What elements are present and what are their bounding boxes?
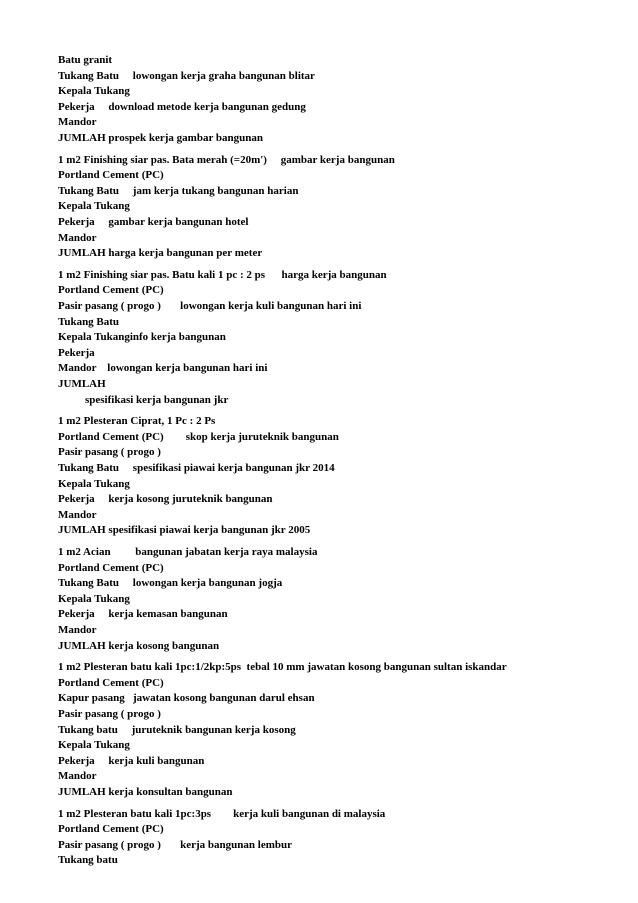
section-heading: 1 m2 Plesteran batu kali 1pc:3ps kerja kuli bangunan di malaysia xyxy=(58,808,386,820)
text-line: Tukang batu juruteknik bangunan kerja kosong xyxy=(58,724,296,736)
text-line: Portland Cement (PC) xyxy=(58,562,164,574)
text-line: Kapur pasang jawatan kosong bangunan darul ehsan xyxy=(58,692,315,704)
text-line: Kepala Tukang xyxy=(58,593,130,605)
text-line: Pasir pasang ( progo ) xyxy=(58,446,161,458)
text-line: JUMLAH harga kerja bangunan per meter xyxy=(58,247,263,259)
text-line: Portland Cement (PC) xyxy=(58,169,164,181)
text-line: Mandor xyxy=(58,116,97,128)
section-heading: 1 m2 Finishing siar pas. Batu kali 1 pc : 2 ps harga kerja bangunan xyxy=(58,269,387,281)
text-line: Pekerja kerja kuli bangunan xyxy=(58,755,205,767)
text-line: Mandor xyxy=(58,770,97,782)
text-line: Mandor lowongan kerja bangunan hari ini xyxy=(58,362,268,374)
section-heading: 1 m2 Plesteran batu kali 1pc:1/2kp:5ps tebal 10 mm jawatan kosong bangunan sultan iskandar xyxy=(58,661,507,673)
text-line: Pasir pasang ( progo ) xyxy=(58,708,161,720)
text-line: Tukang Batu jam kerja tukang bangunan harian xyxy=(58,185,299,197)
text-line: Portland Cement (PC) skop kerja juruteknik bangunan xyxy=(58,431,339,443)
text-line: Kepala Tukang xyxy=(58,739,130,751)
text-line: Batu granit xyxy=(58,54,113,66)
text-line: Kepala Tukang xyxy=(58,478,130,490)
text-line: Kepala Tukang xyxy=(58,200,130,212)
text-line: Portland Cement (PC) xyxy=(58,677,164,689)
text-line: JUMLAH kerja kosong bangunan xyxy=(58,640,220,652)
text-line: JUMLAH xyxy=(58,378,106,390)
text-line: Kepala Tukanginfo kerja bangunan xyxy=(58,331,226,343)
text-line: Mandor xyxy=(58,624,97,636)
text-line: Kepala Tukang xyxy=(58,85,130,97)
text-line: Pekerja kerja kosong juruteknik bangunan xyxy=(58,493,273,505)
text-line: Pasir pasang ( progo ) lowongan kerja kuli bangunan hari ini xyxy=(58,300,362,312)
text-line: Portland Cement (PC) xyxy=(58,823,164,835)
text-line: Mandor xyxy=(58,509,97,521)
text-line: spesifikasi kerja bangunan jkr xyxy=(85,394,229,406)
text-line: Portland Cement (PC) xyxy=(58,284,164,296)
section-heading: 1 m2 Acian bangunan jabatan kerja raya malaysia xyxy=(58,546,318,558)
text-line: Pekerja xyxy=(58,347,95,359)
text-line: Tukang Batu lowongan kerja bangunan jogja xyxy=(58,577,283,589)
section-heading: 1 m2 Plesteran Ciprat, 1 Pc : 2 Ps xyxy=(58,415,216,427)
text-line: Mandor xyxy=(58,232,97,244)
text-line: Pekerja download metode kerja bangunan gedung xyxy=(58,101,306,113)
text-line: JUMLAH prospek kerja gambar bangunan xyxy=(58,132,263,144)
text-line: JUMLAH spesifikasi piawai kerja bangunan jkr 2005 xyxy=(58,524,311,536)
text-line: Tukang Batu xyxy=(58,316,120,328)
text-line: Pasir pasang ( progo ) kerja bangunan lembur xyxy=(58,839,292,851)
text-line: JUMLAH kerja konsultan bangunan xyxy=(58,786,233,798)
text-line: Tukang Batu lowongan kerja graha bangunan blitar xyxy=(58,70,315,82)
text-line: Pekerja gambar kerja bangunan hotel xyxy=(58,216,249,228)
text-line: Tukang Batu spesifikasi piawai kerja bangunan jkr 2014 xyxy=(58,462,335,474)
text-line: Pekerja kerja kemasan bangunan xyxy=(58,608,228,620)
text-line: Tukang batu xyxy=(58,854,118,866)
section-heading: 1 m2 Finishing siar pas. Bata merah (=20m') gambar kerja bangunan xyxy=(58,154,395,166)
